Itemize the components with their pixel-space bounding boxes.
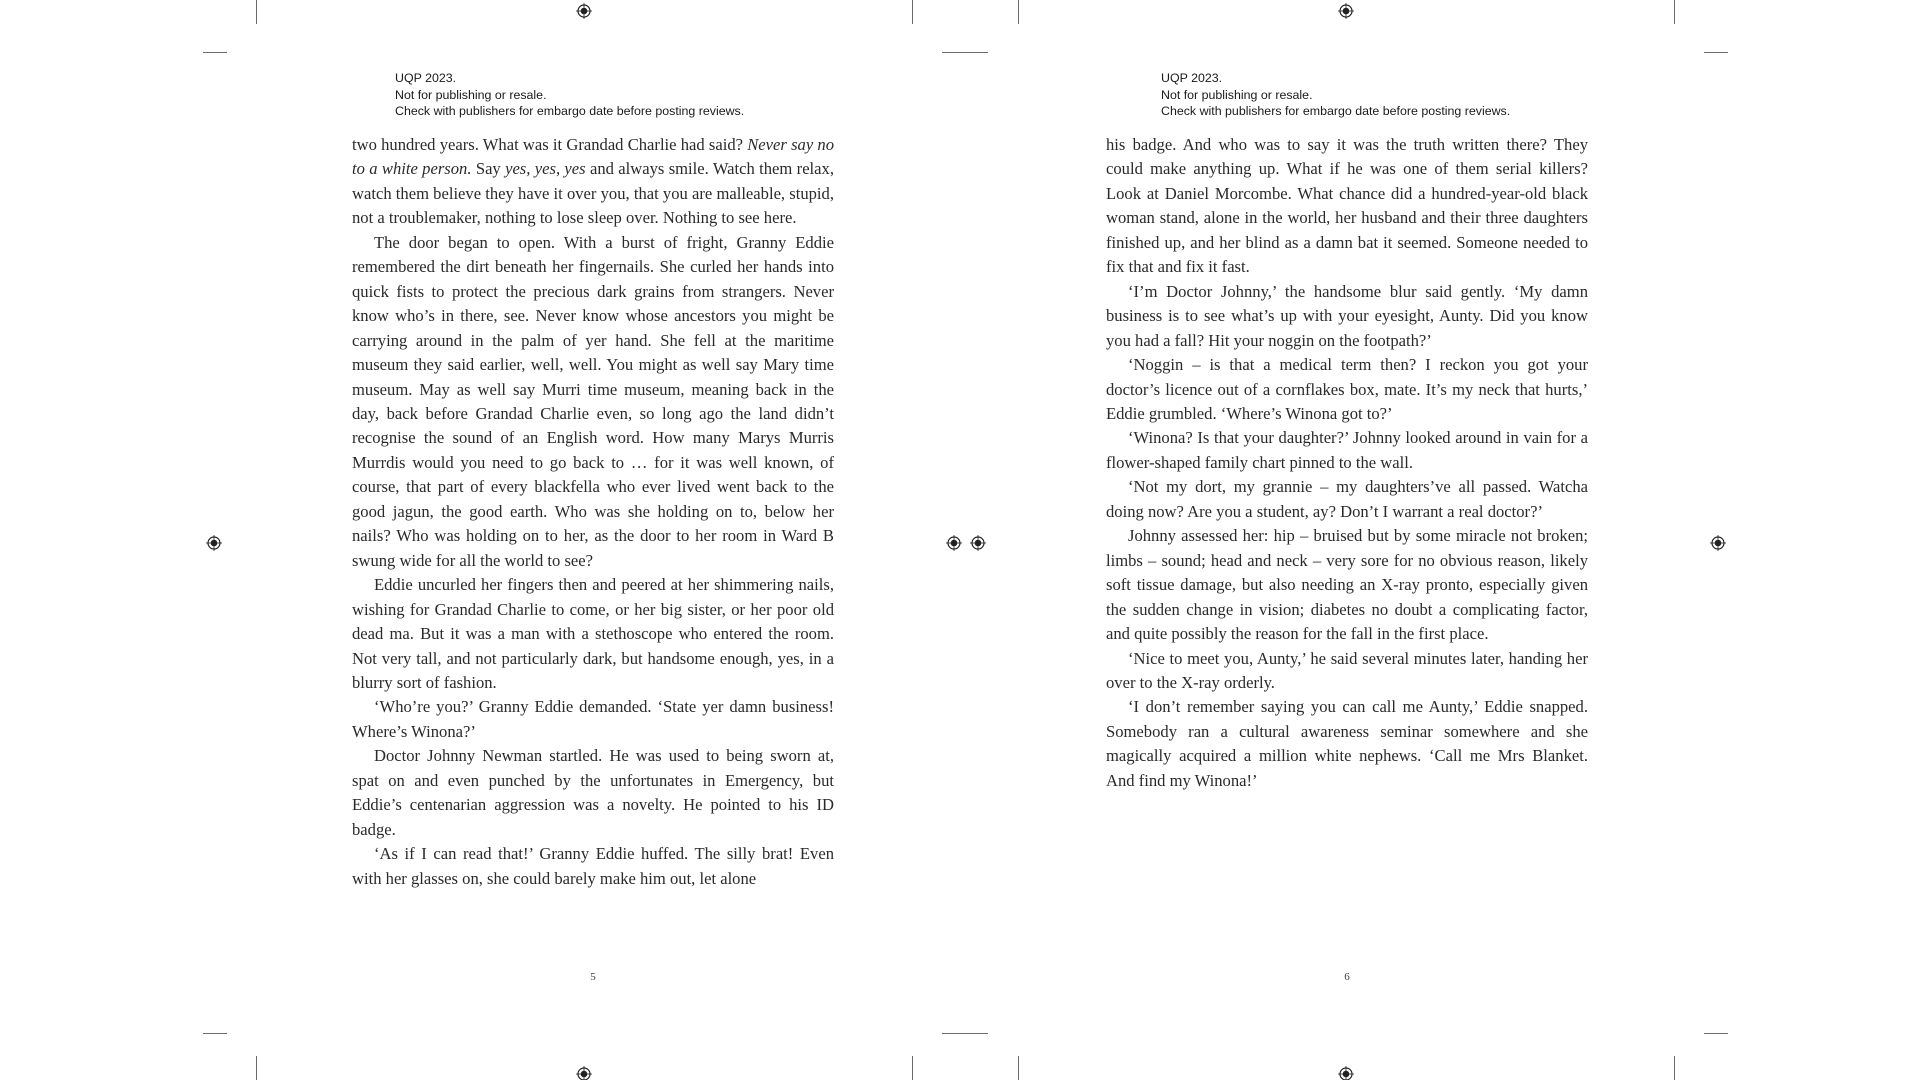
paragraph: The door began to open. With a burst of fright, Granny Eddie remembered the dirt beneath her fingernails. She curled her hands into quick fists to protect the precious dark grains from strangers. Never know who’s in there, see. Never know whose ancestors you might be carrying around in the palm of yer hand. She fell at the maritime museum they said earlier, well, well. You might as well say Mary time museum. May as well say Murri time museum, meaning back in the day, back before Grandad Charlie even, so long ago the land didn’t recognise the sound of an English word. How many Marys Murris Murrdis would you need to go back to … for it was well known, of course, that part of every blackfella who ever lived went back to the good jagun, the good earth. Who was she holding on to, below her nails? Who was holding on to her, as the door to her room in Ward B swung wide for all the world to see?	[352, 232, 834, 570]
paragraph: ‘Who’re you?’ Granny Eddie demanded. ‘State yer damn business! Where’s Winona?’	[352, 697, 834, 741]
crop-mark	[1674, 0, 1675, 24]
notice-line: UQP 2023.	[395, 71, 457, 85]
registration-mark-icon	[970, 535, 986, 551]
registration-mark-icon	[946, 535, 962, 551]
paragraph: ‘I’m Doctor Johnny,’ the handsome blur said gently. ‘My damn business is to see what’s up with your eyesight, Aunty. Did you know you had a fall? Hit your noggin on the footpath?’	[1106, 281, 1588, 350]
notice-line: UQP 2023.	[1161, 71, 1223, 85]
crop-mark	[942, 1033, 988, 1034]
text-run: Say	[471, 159, 506, 179]
crop-mark	[942, 52, 988, 53]
crop-mark	[1704, 1033, 1728, 1034]
registration-mark-icon	[576, 3, 592, 19]
paragraph: ‘Nice to meet you, Aunty,’ he said several minutes later, handing her over to the X-ray orderly.	[1106, 648, 1588, 692]
crop-mark	[1018, 0, 1019, 24]
crop-mark	[203, 1033, 227, 1034]
page-number: 5	[590, 971, 596, 983]
right-page-body	[1106, 133, 1588, 793]
registration-mark-icon	[1710, 535, 1726, 551]
italic-text: yes, yes, yes	[505, 159, 586, 179]
crop-mark	[203, 52, 227, 53]
paragraph: ‘Not my dort, my grannie – my daughters’ve all passed. Watcha doing now? Are you a student, ay? Don’t I warrant a real doctor?’	[1106, 477, 1588, 521]
crop-mark	[256, 1056, 257, 1080]
embargo-notice	[1161, 70, 1510, 120]
crop-mark	[912, 1056, 913, 1080]
notice-line: Not for publishing or resale.	[1161, 87, 1313, 102]
crop-mark	[1704, 52, 1728, 53]
crop-mark	[256, 0, 257, 24]
embargo-notice	[395, 70, 744, 120]
paragraph	[352, 133, 834, 231]
notice-line: Not for publishing or resale.	[395, 87, 547, 102]
italic-text: Never say no to a white person.	[352, 135, 834, 179]
crop-mark	[1674, 1056, 1675, 1080]
crop-mark	[912, 0, 913, 24]
paragraph: ‘Noggin – is that a medical term then? I reckon you got your doctor’s licence out of a cornflakes box, mate. It’s my neck that hurts,’ Eddie grumbled. ‘Where’s Winona got to?’	[1106, 355, 1588, 423]
registration-mark-icon	[1338, 3, 1354, 19]
registration-mark-icon	[206, 535, 222, 551]
left-page-body	[352, 133, 834, 891]
paragraph: ‘I don’t remember saying you can call me Aunty,’ Eddie snapped. Somebody ran a cultural awareness seminar somewhere and she magically acquired a million white nephews. ‘Call me Mrs Blanket. And find my Winona!’	[1106, 697, 1588, 790]
registration-mark-icon	[576, 1066, 592, 1080]
paragraph: ‘As if I can read that!’ Granny Eddie huffed. The silly brat! Even with her glasses on, she could barely make him out, let alone	[352, 844, 834, 888]
paragraph: Eddie uncurled her fingers then and peered at her shimmering nails, wishing for Grandad Charlie to come, or her big sister, or her poor old dead ma. But it was a man with a stethoscope who entered the room. Not very tall, and not particularly dark, but handsome enough, yes, in a blurry sort of fashion.	[352, 575, 834, 692]
paragraph: his badge. And who was to say it was the truth written there? They could make anything up. What if he was one of them serial killers? Look at Daniel Morcombe. What chance did a hundred-year-old black woman stand, alone in the world, her husband and their three daughters finished up, and her blind as a damn bat it seemed. Someone needed to fix that and fix it fast.	[1106, 135, 1588, 277]
paragraph: Johnny assessed her: hip – bruised but by some miracle not broken; limbs – sound; head and neck – very sore for no obvious reason, likely soft tissue damage, but also needing an X-ray pronto, especially given the sudden change in vision; diabetes no doubt a complicating factor, and quite possibly the reason for the fall in the first place.	[1106, 526, 1588, 644]
text-run: and always smile. Watch them relax, watch them believe they have it over you, that you are malleable, stupid, not a troublemaker, nothing to lose sleep over. Nothing to see here.	[352, 159, 834, 228]
notice-line: Check with publishers for embargo date before posting reviews.	[395, 104, 745, 119]
paragraph: ‘Winona? Is that your daughter?’ Johnny looked around in vain for a flower-shaped family chart pinned to the wall.	[1106, 428, 1588, 472]
paragraph: Doctor Johnny Newman startled. He was used to being sworn at, spat on and even punched by the unfortunates in Emergency, but Eddie’s centenarian aggression was a novelty. He pointed to his ID badge.	[352, 746, 834, 839]
text-run: two hundred years. What was it Grandad Charlie had said?	[352, 135, 748, 154]
crop-mark	[1018, 1056, 1019, 1080]
page-number: 6	[1344, 971, 1350, 983]
registration-mark-icon	[1338, 1066, 1354, 1080]
notice-line: Check with publishers for embargo date before posting reviews.	[1161, 104, 1511, 119]
